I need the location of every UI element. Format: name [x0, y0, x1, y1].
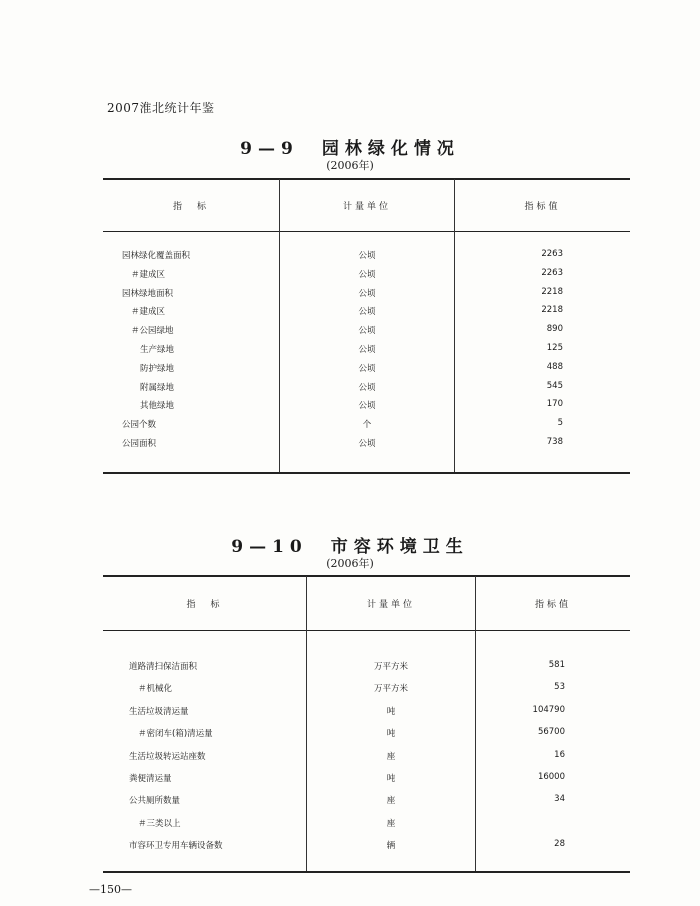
row-unit: 公顷 — [358, 288, 376, 299]
row-value: 16 — [554, 749, 565, 760]
row-indicator-name: 生产绿地 — [140, 345, 175, 355]
row-unit: 辆 — [386, 841, 396, 852]
row-indicator-name: 园林绿地面积 — [122, 288, 174, 299]
row-indicator-name: 附属绿地 — [140, 382, 175, 393]
column-divider — [475, 576, 476, 871]
row-value: 2218 — [541, 286, 563, 297]
row-unit: 公顷 — [358, 382, 376, 393]
row-value: 170 — [546, 399, 563, 410]
row-indicator-name: 生活垃圾转运站座数 — [129, 751, 206, 762]
row-indicator-name: 市容环卫专用车辆设备数 — [129, 841, 223, 852]
row-indicator-name: 防护绿地 — [140, 363, 175, 374]
row-indicator-name: 道路清扫保洁面积 — [129, 662, 198, 672]
row-indicator-name: 其他绿地 — [140, 401, 175, 412]
row-unit: 公顷 — [358, 326, 376, 337]
row-value: 34 — [554, 794, 565, 805]
column-header-indicator: 指 标 — [172, 202, 209, 212]
row-unit: 座 — [386, 796, 396, 807]
bottom-rule — [103, 472, 630, 474]
row-indicator-name: ＃建成区 — [131, 269, 166, 280]
row-value: 2263 — [541, 267, 563, 278]
row-unit: 个 — [362, 420, 372, 431]
row-value: 545 — [546, 380, 563, 391]
row-value: 890 — [546, 324, 563, 335]
yearbook-header: 2007淮北统计年鉴 — [107, 101, 215, 115]
row-indicator-name: ＃机械化 — [138, 684, 173, 695]
row-value: 5 — [557, 418, 563, 429]
row-unit: 公顷 — [358, 345, 376, 355]
row-indicator-name: 公共厕所数量 — [129, 796, 181, 807]
header-rule — [103, 630, 630, 631]
row-indicator-name: 公园个数 — [122, 420, 157, 431]
row-unit: 吨 — [386, 729, 396, 740]
row-unit: 公顷 — [358, 269, 376, 280]
row-indicator-name: ＃三类以上 — [138, 818, 181, 829]
row-unit: 公顷 — [358, 401, 376, 412]
row-unit: 公顷 — [358, 251, 376, 261]
column-header-unit: 计量单位 — [366, 600, 415, 610]
row-unit: 吨 — [386, 774, 396, 784]
table-title: 9—9 园林绿化情况 — [240, 139, 460, 159]
row-value: 56700 — [537, 727, 565, 738]
row-indicator-name: 园林绿化覆盖面积 — [122, 251, 191, 261]
row-indicator-name: 生活垃圾清运量 — [129, 706, 189, 717]
header-rule — [103, 231, 630, 232]
top-rule — [103, 178, 630, 180]
page-number: —150— — [89, 883, 132, 896]
column-header-value: 指标值 — [534, 600, 571, 610]
row-value: 104790 — [532, 704, 565, 715]
column-header-unit: 计量单位 — [342, 202, 391, 212]
table-title: 9—10 市容环境卫生 — [231, 537, 469, 557]
column-header-value: 指标值 — [524, 202, 561, 212]
row-unit: 公顷 — [358, 363, 376, 374]
column-header-indicator: 指 标 — [186, 600, 223, 610]
bottom-rule — [103, 871, 630, 873]
row-indicator-name: ＃公园绿地 — [131, 326, 174, 337]
row-value: 581 — [548, 660, 565, 670]
row-unit: 座 — [386, 818, 396, 829]
row-unit: 座 — [386, 751, 396, 762]
top-rule — [103, 575, 630, 577]
row-indicator-name: 粪便清运量 — [129, 774, 172, 784]
row-indicator-name: ＃密闭车(箱)清运量 — [138, 729, 213, 740]
row-unit: 吨 — [386, 706, 396, 717]
row-unit: 万平方米 — [373, 684, 408, 695]
row-value: 28 — [554, 839, 565, 850]
row-unit: 公顷 — [358, 307, 376, 318]
row-value: 53 — [554, 682, 565, 693]
row-value: 2218 — [541, 305, 563, 316]
row-value: 2263 — [541, 249, 563, 259]
row-value: 16000 — [537, 772, 565, 782]
row-indicator-name: 公园面积 — [122, 439, 157, 449]
row-value: 738 — [546, 437, 563, 447]
row-value: 125 — [546, 343, 563, 353]
table-year: (2006年) — [326, 159, 374, 172]
row-unit: 公顷 — [358, 439, 376, 449]
row-value: 488 — [546, 361, 563, 372]
row-indicator-name: ＃建成区 — [131, 307, 166, 318]
table-year: (2006年) — [326, 557, 374, 570]
row-unit: 万平方米 — [373, 662, 408, 672]
